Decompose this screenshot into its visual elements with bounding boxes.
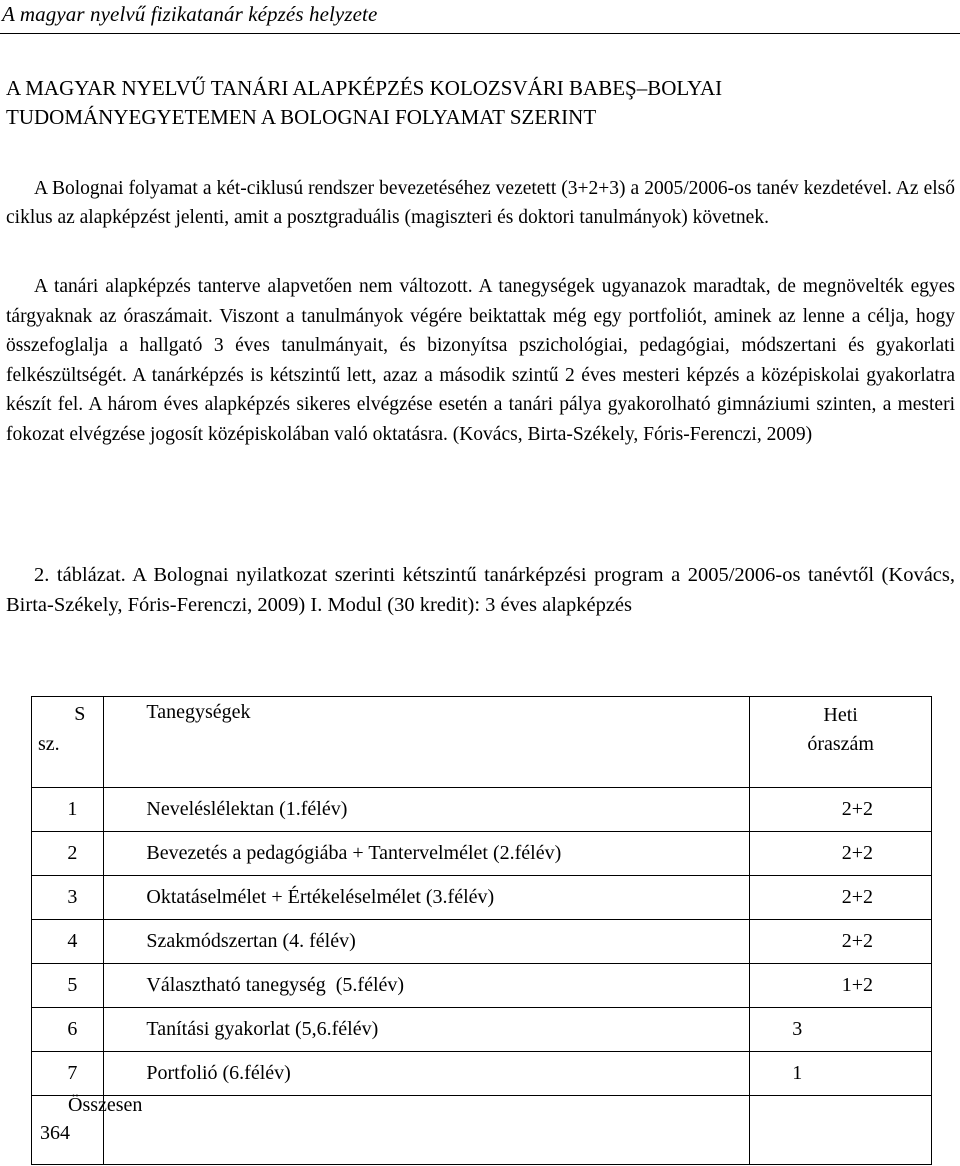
row-course-name: Portfolió (6.félév) <box>104 1052 750 1096</box>
row-number: 6 <box>32 1008 104 1052</box>
table-row <box>32 920 932 964</box>
row-weekly-hours: 2+2 <box>750 876 932 920</box>
row-course-name: Tanítási gyakorlat (5,6.félév) <box>104 1008 750 1052</box>
header-serial-number: S sz. <box>32 697 104 788</box>
row-number: 2 <box>32 832 104 876</box>
running-header <box>0 0 960 34</box>
paragraph-curriculum: A tanári alapképzés tanterve alapvetően nem változott. A tanegységek ugyanazok maradtak, de megnövelték egyes tárgyaknak az óraszámait. Viszont a tanulmányok végére beiktattak még egy portfoliót, aminek az lenne a célja, hogy összefoglalja a hallgató 3 éves tanulmányait, és bizonyítsa pszichológiai, pedagógiai, módszertani és gyakorlati felkészültségét. A tanárképzés is kétszintű lett, azaz a második szintű 2 éves mesteri képzés a középiskolai gyakorlatra készít fel. A három éves alapképzés sikeres elvégzése esetén a tanári pálya gyakorolható gimnáziumi szinten, a mesteri fokozat elvégzése jogosít középiskolában való oktatásra. (Kovács, Birta-Székely, Fóris-Ferenczi, 2009) <box>6 276 955 445</box>
table-row <box>32 1052 932 1096</box>
row-weekly-hours: 3 <box>750 1008 932 1052</box>
table-row <box>32 1008 932 1052</box>
row-number: 3 <box>32 876 104 920</box>
row-weekly-hours: 1 <box>750 1052 932 1096</box>
header-course-units: Tanegységek <box>104 697 750 788</box>
row-number: 5 <box>32 964 104 1008</box>
paragraph-bologna-intro: A Bolognai folyamat a két-ciklusú rendszer bevezetéséhez vezetett (3+2+3) a 2005/2006-os tanév kezdetével. Az első ciklus az alapképzést jelenti, amit a posztgraduális (magiszteri és doktori tanulmányok) követnek. <box>6 178 955 228</box>
running-title: A magyar nyelvű fizikatanár képzés helyzete <box>2 2 378 26</box>
table-row <box>32 788 932 832</box>
row-course-name: Szakmódszertan (4. félév) <box>104 920 750 964</box>
section-title-line2: TUDOMÁNYEGYETEMEN A BOLOGNAI FOLYAMAT SZERINT <box>6 105 597 129</box>
row-course-name: Neveléslélektan (1.félév) <box>104 788 750 832</box>
row-course-name: Oktatáselmélet + Értékeléselmélet (3.félév) <box>104 876 750 920</box>
row-number: 1 <box>32 788 104 832</box>
table-total-row <box>32 1096 932 1165</box>
header-weekly-hours: Heti óraszám <box>750 697 932 788</box>
page-number: 364 <box>40 1122 70 1144</box>
table-header-row <box>32 697 932 788</box>
row-weekly-hours: 2+2 <box>750 788 932 832</box>
section-title-line1: A MAGYAR NYELVŰ TANÁRI ALAPKÉPZÉS KOLOZSVÁRI BABEŞ–BOLYAI <box>6 76 723 100</box>
row-weekly-hours: 2+2 <box>750 832 932 876</box>
total-hours-cell <box>750 1096 932 1165</box>
total-course-cell <box>104 1096 750 1165</box>
table-caption: 2. táblázat. A Bolognai nyilatkozat szerinti kétszintű tanárképzési program a 2005/2006-os tanévtől (Kovács, Birta-Székely, Fóris-Ferenczi, 2009) I. Modul (30 kredit): 3 éves alapképzés <box>6 564 955 616</box>
table-row <box>32 832 932 876</box>
row-weekly-hours: 1+2 <box>750 964 932 1008</box>
section-title <box>6 74 956 132</box>
row-course-name: Választható tanegység (5.félév) <box>104 964 750 1008</box>
row-weekly-hours: 2+2 <box>750 920 932 964</box>
table-row <box>32 964 932 1008</box>
row-number: 4 <box>32 920 104 964</box>
total-label: Összesen <box>68 1094 143 1116</box>
curriculum-table <box>31 696 932 1165</box>
row-number: 7 <box>32 1052 104 1096</box>
table-row <box>32 876 932 920</box>
row-course-name: Bevezetés a pedagógiába + Tantervelmélet (2.félév) <box>104 832 750 876</box>
